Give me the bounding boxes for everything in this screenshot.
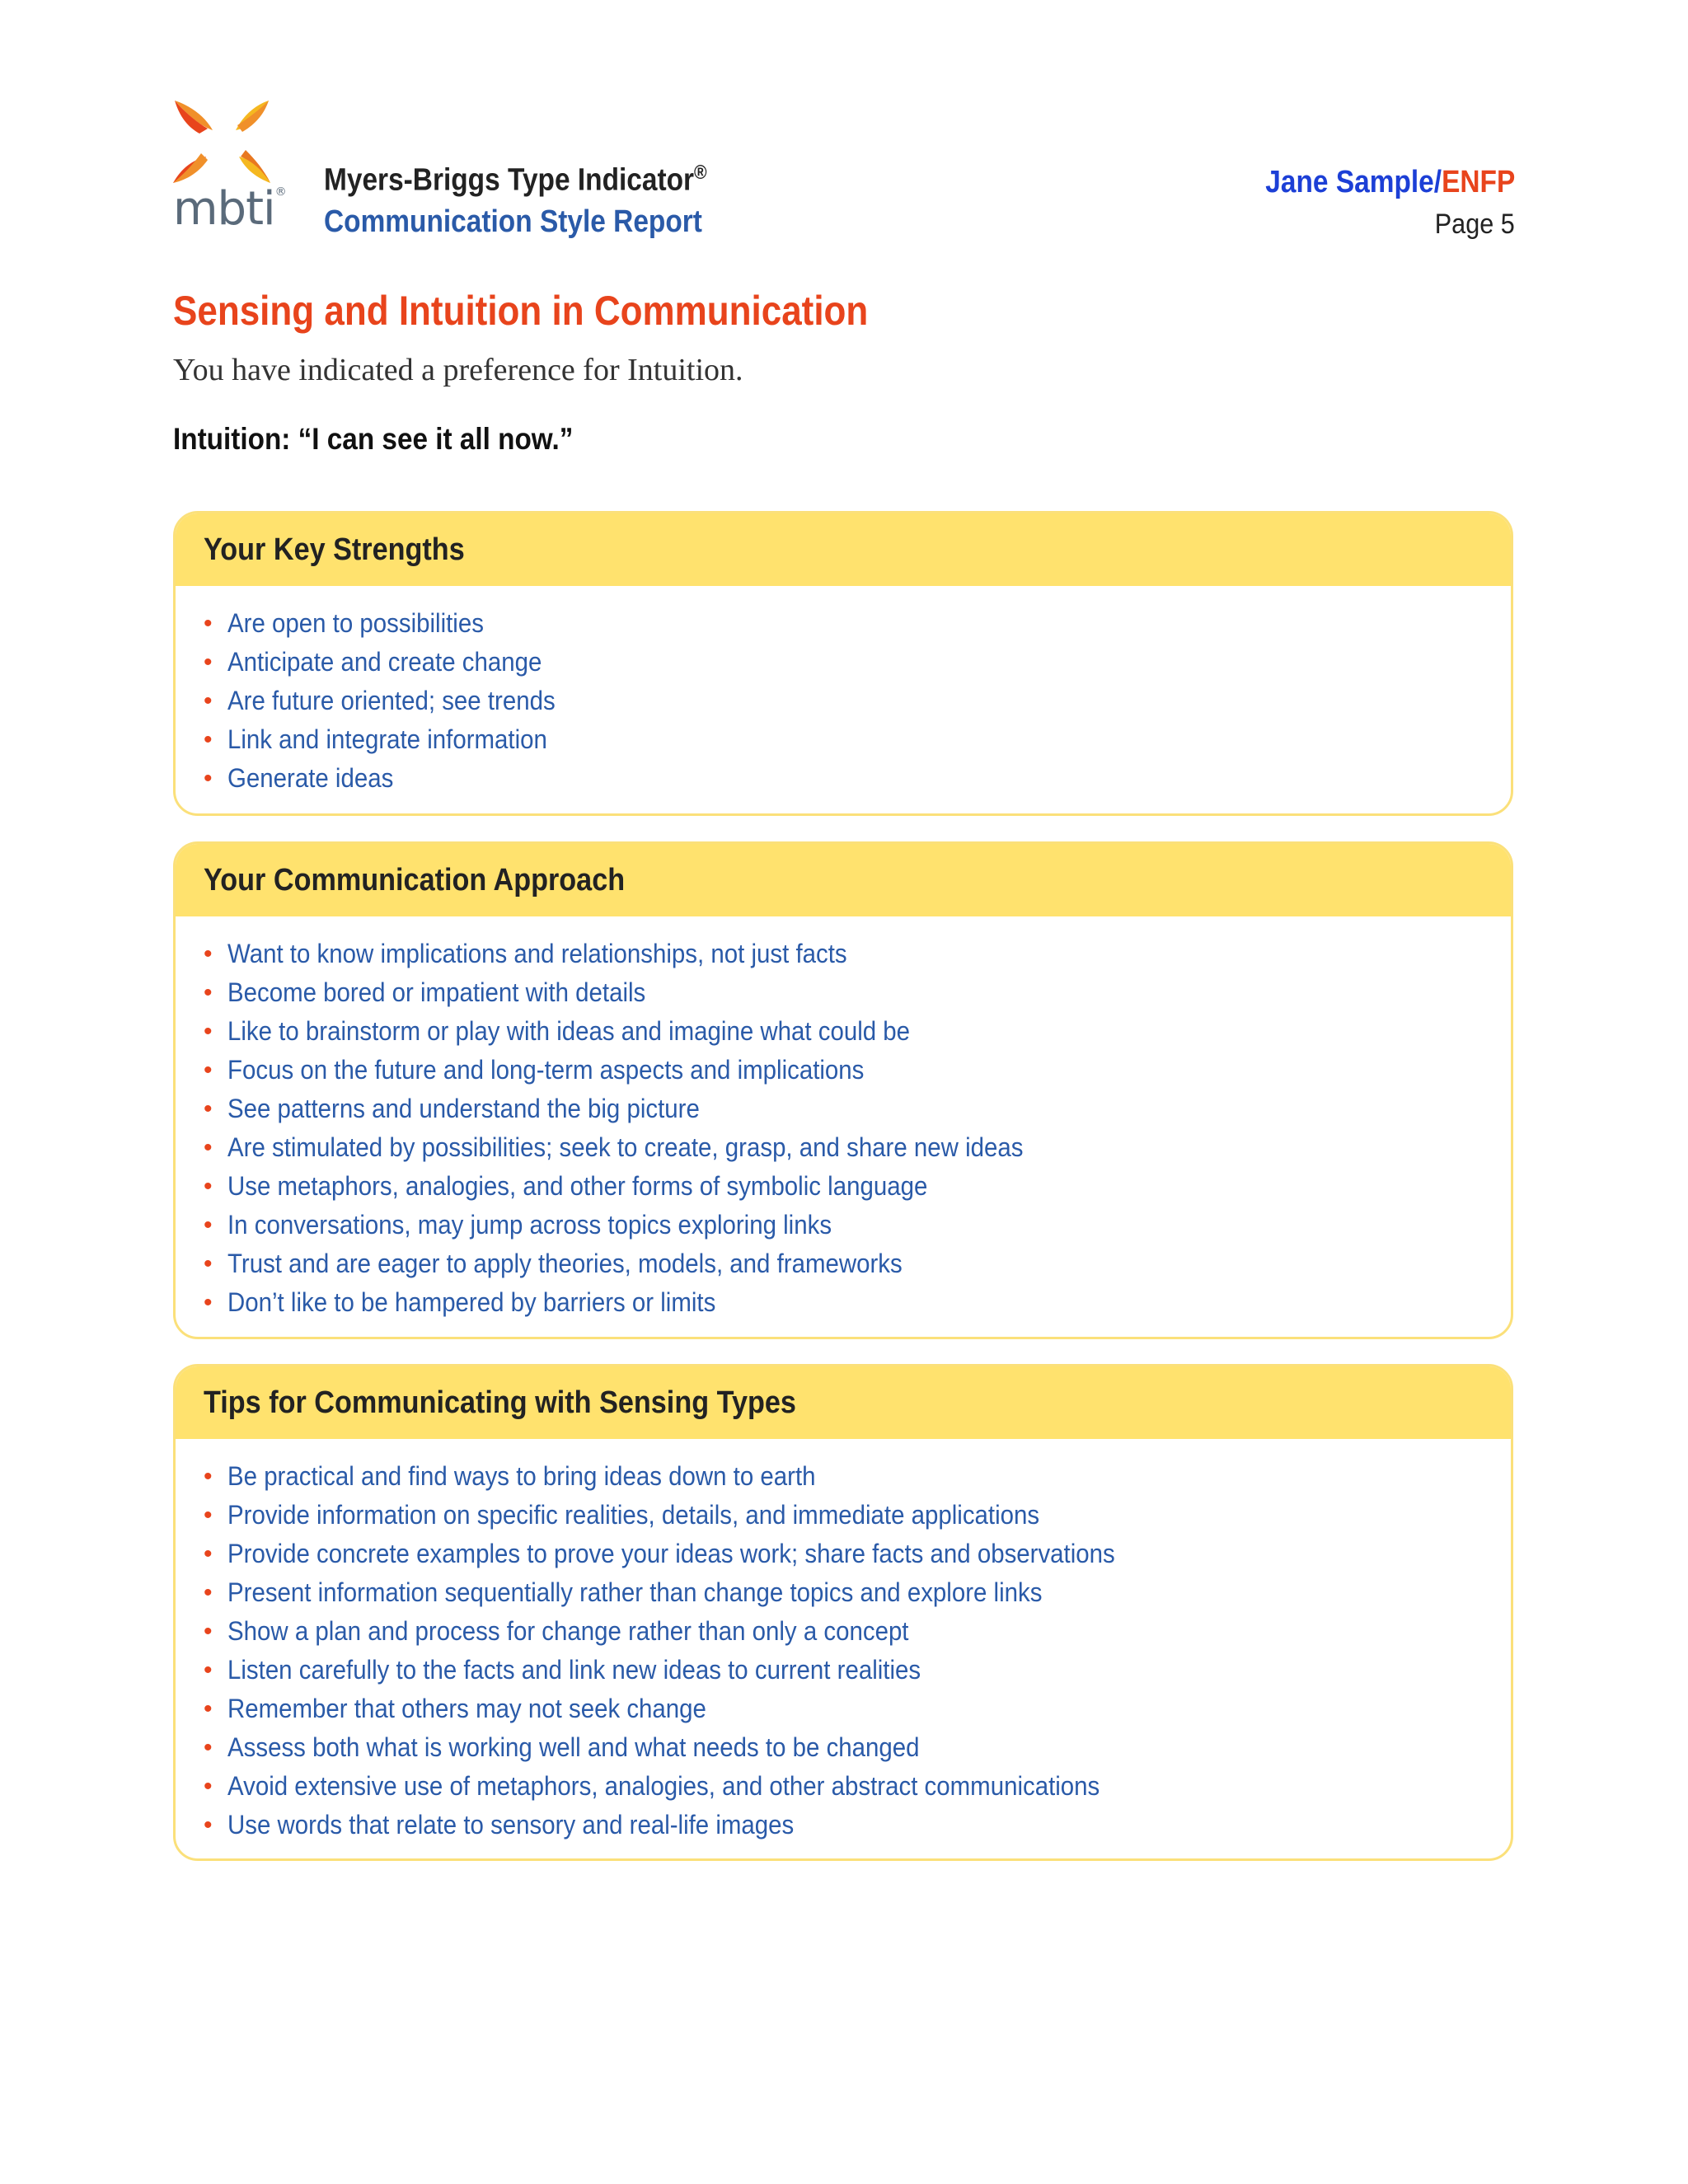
bullet-icon: • [204,610,213,637]
list-item [204,1535,1511,1573]
list-item [204,1283,1511,1322]
bullet-icon: • [204,1134,213,1161]
name-separator: / [1433,165,1442,199]
respondent-info [1265,166,1515,198]
bullet-icon: • [204,1057,213,1084]
list-item [204,1128,1511,1167]
bullet-list [176,586,1511,798]
list-item [204,1573,1511,1612]
list-item [204,720,1511,759]
section-title: Your Key Strengths [204,532,465,567]
bullet-icon: • [204,1618,213,1645]
list-item-text: Provide information on specific realities, details, and immediate applications [227,1500,1040,1530]
list-item [204,1767,1511,1806]
list-item-text: Like to brainstorm or play with ideas and imagine what could be [227,1016,911,1046]
bullet-icon: • [204,1018,213,1045]
list-item [204,1012,1511,1051]
report-title: Myers-Briggs Type Indicator® [324,162,707,198]
bullet-icon: • [204,979,213,1006]
bullet-icon: • [204,1695,213,1722]
list-item-text: Want to know implications and relationships, not just facts [227,939,847,968]
section-header [176,844,1511,916]
list-item [204,759,1511,798]
list-item [204,935,1511,973]
bullet-icon: • [204,765,213,792]
bullet-icon: • [204,649,213,676]
list-item-text: Link and integrate information [227,724,547,754]
list-item-text: Provide concrete examples to prove your ideas work; share facts and observations [227,1539,1115,1568]
bullet-icon: • [204,1463,213,1490]
preference-quote: Intuition: “I can see it all now.” [173,422,574,456]
list-item-text: Generate ideas [227,763,394,793]
section-header [176,513,1511,586]
bullet-icon: • [204,1212,213,1239]
list-item [204,1651,1511,1690]
bullet-icon: • [204,1811,213,1839]
list-item [204,604,1511,643]
bullet-icon: • [204,1289,213,1316]
bullet-icon: • [204,1657,213,1684]
bullet-list [176,1439,1511,1844]
list-item-text: Avoid extensive use of metaphors, analogies, and other abstract communications [227,1771,1100,1801]
list-item-text: Listen carefully to the facts and link new ideas to current realities [227,1655,921,1685]
bullet-icon: • [204,726,213,753]
mbti-star-icon [171,97,283,188]
list-item-text: Assess both what is working well and what needs to be changed [227,1732,920,1762]
section-header [176,1366,1511,1439]
list-item-text: Present information sequentially rather than change topics and explore links [227,1577,1043,1607]
list-item [204,1167,1511,1206]
logo-wordmark: mbti® [173,182,286,236]
bullet-icon: • [204,1734,213,1761]
section-communication-approach [173,841,1513,1339]
bullet-icon: • [204,687,213,715]
section-key-strengths [173,511,1513,816]
list-item [204,1051,1511,1090]
bullet-icon: • [204,1095,213,1122]
list-item [204,1457,1511,1496]
list-item-text: Are stimulated by possibilities; seek to create, grasp, and share new ideas [227,1132,1024,1162]
mbti-logo [171,97,286,241]
list-item [204,1612,1511,1651]
bullet-icon: • [204,940,213,968]
list-item-text: Use metaphors, analogies, and other forms of symbolic language [227,1171,928,1201]
list-item-text: Remember that others may not seek change [227,1694,706,1723]
list-item-text: Show a plan and process for change rather than only a concept [227,1616,909,1646]
section-title: Your Communication Approach [204,862,626,898]
respondent-name: Jane Sample [1265,165,1434,199]
list-item [204,1728,1511,1767]
list-item [204,1090,1511,1128]
page-number: Page 5 [1435,209,1515,240]
list-item-text: Trust and are eager to apply theories, models, and frameworks [227,1249,903,1278]
page-heading: Sensing and Intuition in Communication [173,288,869,334]
list-item-text: Be practical and find ways to bring ideas down to earth [227,1461,816,1491]
list-item [204,682,1511,720]
personality-type: ENFP [1441,165,1515,199]
report-subtitle: Communication Style Report [324,204,702,239]
intro-text: You have indicated a preference for Intuition. [173,353,743,387]
section-title: Tips for Communicating with Sensing Types [204,1385,796,1420]
list-item-text: Anticipate and create change [227,647,542,677]
bullet-icon: • [204,1579,213,1606]
bullet-icon: • [204,1173,213,1200]
list-item [204,1206,1511,1244]
list-item-text: Are future oriented; see trends [227,686,556,715]
list-item [204,973,1511,1012]
bullet-icon: • [204,1540,213,1568]
bullet-icon: • [204,1250,213,1277]
list-item-text: Use words that relate to sensory and real-life images [227,1810,795,1840]
bullet-icon: • [204,1773,213,1800]
section-tips-sensing [173,1364,1513,1861]
list-item [204,1690,1511,1728]
bullet-list [176,916,1511,1322]
list-item [204,1244,1511,1283]
list-item-text: Don’t like to be hampered by barriers or limits [227,1287,716,1317]
list-item-text: Become bored or impatient with details [227,977,646,1007]
list-item-text: Are open to possibilities [227,608,484,638]
list-item-text: See patterns and understand the big picture [227,1094,700,1123]
bullet-icon: • [204,1502,213,1529]
list-item [204,1806,1511,1844]
list-item-text: Focus on the future and long-term aspects and implications [227,1055,865,1085]
list-item [204,643,1511,682]
list-item-text: In conversations, may jump across topics exploring links [227,1210,832,1240]
list-item [204,1496,1511,1535]
